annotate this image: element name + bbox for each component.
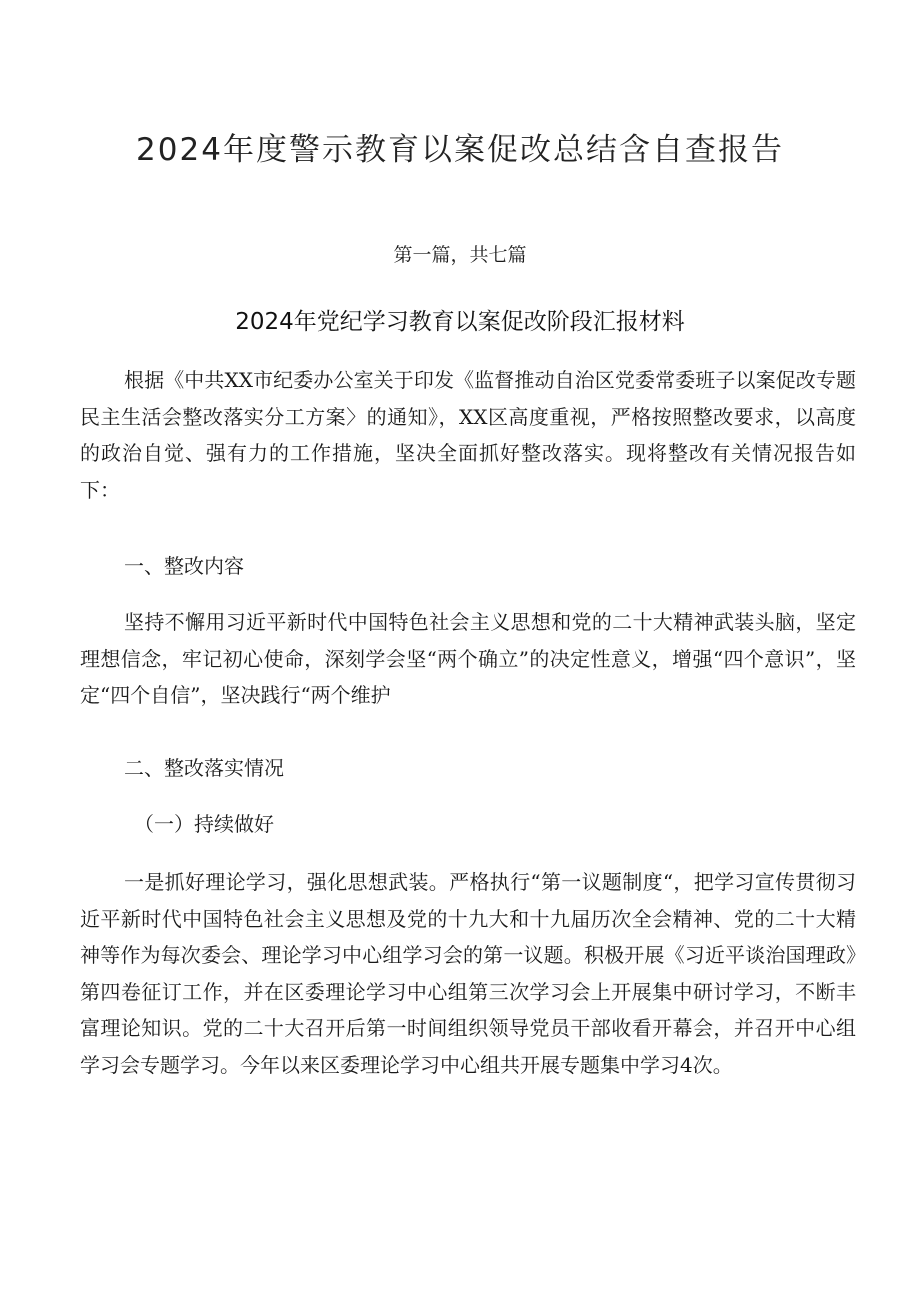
section-title: 2024年党纪学习教育以案促改阶段汇报材料: [235, 309, 685, 335]
subsection-1-paragraph: 一是抓好理论学习，强化思想武装。严格执行“第一议题制度“，把学习宣传贯彻习近平新时代中国特色社会主义思想及党的十九大和十九届历次全会精神、党的二十大精神等作为每次委会、理论学习中心组学习会的第一议题。积极开展《习近平谈治国理政》第四卷征订工作，并在区委理论学习中心组第三次学习会上开展集中研讨学习，不断丰富理论知识。党的二十大召开后第一时间组织领导党员干部收看开幕会，并召开中心组学习会专题学习。今年以来区委理论学习中心组共开展专题集中学习4次。: [80, 870, 856, 1077]
intro-paragraph: 根据《中共XX市纪委办公室关于印发《监督推动自治区党委常委班子以案促改专题民主生活会整改落实分工方案〉的通知》，XX区高度重视，严格按照整改要求，以高度的政治自觉、强有力的工作措施，坚决全面抓好整改落实。现将整改有关情况报告如下：: [80, 368, 856, 502]
section-1-heading: 一、整改内容: [124, 554, 244, 578]
document-title: 2024年度警示教育以案促改总结含自查报告: [136, 132, 784, 168]
section-2-heading: 二、整改落实情况: [124, 756, 284, 780]
section-1-paragraph: 坚持不懈用习近平新时代中国特色社会主义思想和党的二十大精神武装头脑，坚定理想信念，牢记初心使命，深刻学会坚“两个确立”的决定性意义，增强“四个意识”，坚定“四个自信”，坚决践行“两个维护: [80, 610, 856, 707]
subsection-1-heading: （一）持续做好: [134, 812, 274, 836]
part-label: 第一篇，共七篇: [393, 244, 527, 266]
